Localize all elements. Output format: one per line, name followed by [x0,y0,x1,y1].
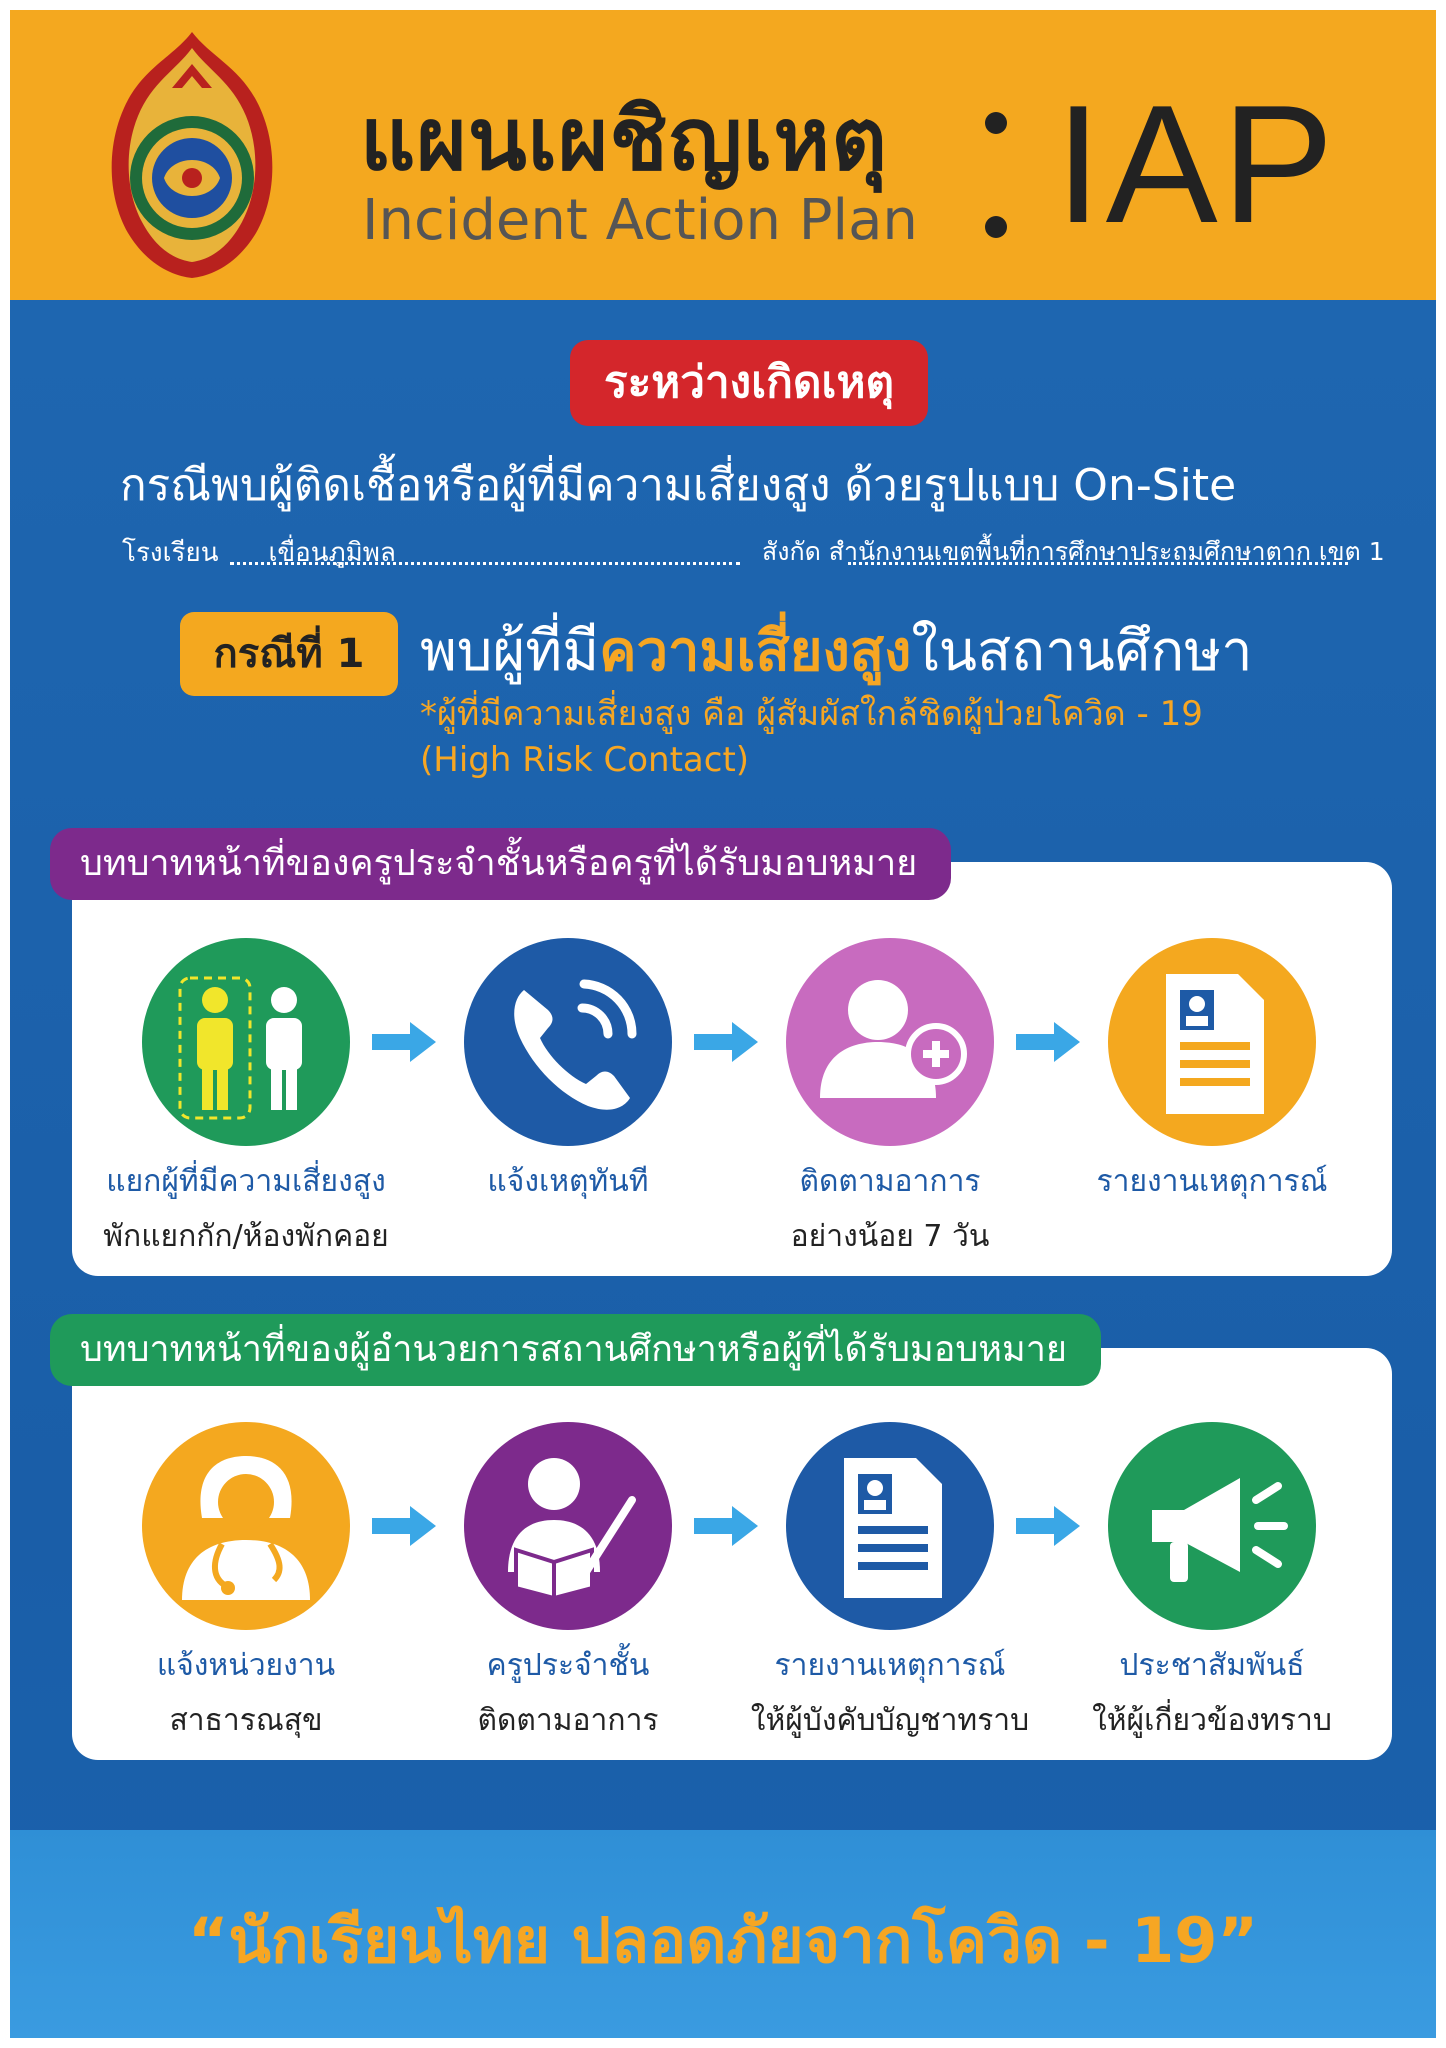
step-title: แยกผู้ที่มีความเสี่ยงสูง [106,1164,386,1199]
teacher-step-1-caption [96,1158,396,1260]
step-title: แจ้งเหตุทันที [487,1164,649,1199]
affiliation-line [762,532,1385,572]
teacher-step-3-caption [740,1158,1040,1260]
school-dotted-line [230,562,740,565]
step-detail: ติดตามอาการ [477,1703,659,1738]
slogan: “นักเรียนไทย ปลอดภัยจากโควิด - 19” [187,1904,1259,1977]
title-acronym: IAP [1055,70,1338,258]
step-title: รายงานเหตุการณ์ [1096,1164,1328,1199]
director-step-2-caption [418,1642,718,1744]
step-detail: สาธารณสุข [169,1703,323,1738]
school-line [122,532,396,573]
director-step-3-caption [740,1642,1040,1744]
case-description: กรณีพบผู้ติดเชื้อหรือผู้ที่มีความเสี่ยงสูง ด้วยรูปแบบ On-Site [120,460,1237,511]
director-step-1-caption [96,1642,396,1744]
teacher-section-heading: บทบาทหน้าที่ของครูประจำชั้นหรือครูที่ได้รับมอบหมาย [50,828,951,900]
colon-separator [985,106,1007,246]
report-document-icon [1108,938,1316,1146]
case-title-pre: พบผู้ที่มี [420,619,600,684]
step-detail: พักแยกกัก/ห้องพักคอย [103,1219,389,1254]
arrow-right-icon [1016,1022,1080,1062]
title-english: Incident Action Plan [362,188,918,253]
title-thai: แผนเผชิญเหตุ [360,90,888,190]
obec-emblem-logo [102,28,282,280]
step-title: ประชาสัมพันธ์ [1119,1648,1305,1683]
isolate-person-icon [142,938,350,1146]
case-badge: กรณีที่ 1 [180,612,398,696]
report-document-icon [786,1422,994,1630]
arrow-right-icon [694,1506,758,1546]
director-section-heading: บทบาทหน้าที่ของผู้อำนวยการสถานศึกษาหรือผู้ที่ได้รับมอบหมาย [50,1314,1101,1386]
teacher-icon [464,1422,672,1630]
megaphone-icon [1108,1422,1316,1630]
teacher-step-2-caption [418,1158,718,1205]
step-title: ติดตามอาการ [799,1164,981,1199]
phone-call-icon [464,938,672,1146]
step-title: แจ้งหน่วยงาน [156,1648,336,1683]
poster [10,10,1436,2038]
add-user-icon [786,938,994,1146]
affiliation-name: สำนักงานเขตพื้นที่การศึกษาประถมศึกษาตาก เขต 1 [828,537,1385,566]
case-title-highlight: ความเสี่ยงสูง [599,619,912,684]
doctor-icon [142,1422,350,1630]
affiliation-dotted-line [848,562,1348,565]
director-step-4-caption [1062,1642,1362,1744]
school-label: โรงเรียน [122,538,219,568]
arrow-right-icon [372,1506,436,1546]
teacher-step-4-caption [1062,1158,1362,1205]
school-name: เขื่อนภูมิพล [268,538,396,568]
step-detail: อย่างน้อย 7 วัน [790,1219,990,1254]
case-title-post: ในสถานศึกษา [911,619,1253,684]
step-detail: ให้ผู้บังคับบัญชาทราบ [750,1703,1030,1738]
case-title [420,606,1253,695]
case-note-line2: (High Risk Contact) [420,740,750,780]
phase-badge: ระหว่างเกิดเหตุ [570,340,928,426]
arrow-right-icon [1016,1506,1080,1546]
arrow-right-icon [694,1022,758,1062]
step-detail: ให้ผู้เกี่ยวข้องทราบ [1092,1703,1332,1738]
case-note-line1: *ผู้ที่มีความเสี่ยงสูง คือ ผู้สัมผัสใกล้ชิดผู้ป่วยโควิด - 19 [420,694,1203,734]
step-title: รายงานเหตุการณ์ [774,1648,1006,1683]
step-title: ครูประจำชั้น [486,1648,650,1683]
arrow-right-icon [372,1022,436,1062]
affiliation-label: สังกัด [762,537,821,566]
